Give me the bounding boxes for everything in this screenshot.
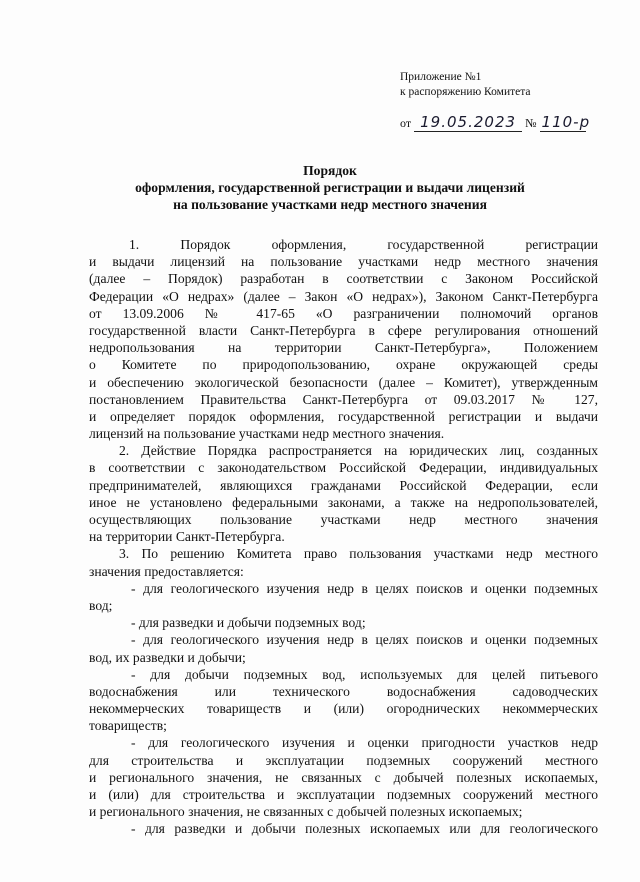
body-text-line: значения предоставляется: (89, 563, 244, 579)
body-text-line: недропользования на территории Санкт-Петербурга», Положением (89, 340, 598, 356)
body-text-line: иное не установлено федеральными законами, а также на недропользователей, (89, 494, 598, 510)
body-text-line: вод; (89, 597, 113, 613)
body-text-line: - для геологического изучения и оценки пригодности участков недр (131, 735, 598, 751)
body-text-line: государственной власти Санкт-Петербурга в сфере регулирования отношений (89, 322, 598, 338)
body-text-line: и обеспечению экологической безопасности (далее – Комитет), утвержденным (89, 374, 598, 390)
body-text-line: и регионального значения, не связанных с добычей полезных ископаемых; (89, 804, 523, 820)
appendix-reference: к распоряжению Комитета (400, 86, 531, 98)
body-text-line: о Комитете по природопользованию, охране окружающей среды (89, 357, 598, 373)
title-line-1: Порядок (303, 163, 357, 178)
body-text-line: на территории Санкт-Петербурга. (89, 529, 285, 545)
number-prefix: № (525, 116, 537, 130)
body-text-line: - для геологического изучения недр в целях поисков и оценки подземных (131, 632, 598, 648)
body-text-line: 2. Действие Порядка распространяется на юридических лиц, созданных (119, 443, 598, 459)
body-text-line: и регионального значения, не связанных с добычей полезных ископаемых, (89, 769, 598, 785)
body-text-line: товариществ; (89, 718, 167, 734)
body-text-line: (далее – Порядок) разработан в соответствии с Законом Российской (89, 271, 598, 287)
order-date-number-line (400, 113, 620, 132)
body-text-line: некоммерческих товариществ и (или) огороднических некоммерческих (89, 701, 598, 717)
body-text-line: вод, их разведки и добычи; (89, 649, 246, 665)
body-text-line: Федерации «О недрах» (далее – Закон «О недрах»), Законом Санкт-Петербурга (89, 288, 598, 304)
body-text-line: осуществляющих пользование участками недр местного значения (89, 512, 598, 527)
body-text-line: водоснабжения или технического водоснабжения садоводческих (89, 683, 598, 699)
title-line-3: на пользование участками недр местного значения (173, 197, 487, 212)
document-title (60, 162, 600, 213)
body-text-line: предпринимателей, являющихся гражданами Российской Федерации, если (89, 477, 598, 493)
appendix-number: Приложение №1 (400, 71, 482, 83)
document-body (89, 236, 598, 838)
body-text-line: - для разведки и добычи подземных вод; (131, 615, 366, 631)
appendix-header (400, 70, 620, 100)
title-line-2: оформления, государственной регистрации и выдачи лицензий (135, 180, 525, 195)
body-text-line: - для геологического изучения недр в целях поисков и оценки подземных (131, 580, 598, 596)
handwritten-number: 110-р (541, 113, 591, 131)
body-text-line: и определяет порядок оформления, государственной регистрации и выдачи (89, 408, 598, 424)
body-text-line: в соответствии с законодательством Российской Федерации, индивидуальных (89, 460, 598, 476)
handwritten-date: 19.05.2023 (414, 113, 522, 132)
body-text-line: и выдачи лицензий на пользование участками недр местного значения (89, 254, 598, 270)
body-text-line: от 13.09.2006 № 417-65 «О разграничении полномочий органов (89, 305, 598, 321)
body-text-line: и (или) для строительства и эксплуатации подземных сооружений местного (89, 787, 598, 802)
date-prefix: от (400, 116, 412, 130)
body-text-line: - для разведки и добычи полезных ископаемых или для геологического (131, 821, 598, 837)
body-text-line: для строительства и эксплуатации подземных сооружений местного (89, 752, 598, 768)
body-text-line: 1. Порядок оформления, государственной регистрации (129, 237, 598, 252)
body-text-line: 3. По решению Комитета право пользования участками недр местного (119, 546, 598, 562)
body-text-line: постановлением Правительства Санкт-Петербурга от 09.03.2017 № 127, (89, 391, 598, 407)
body-text-line: - для добычи подземных вод, используемых для целей питьевого (131, 666, 598, 682)
body-text-line: лицензий на пользование участками недр местного значения. (89, 426, 445, 442)
